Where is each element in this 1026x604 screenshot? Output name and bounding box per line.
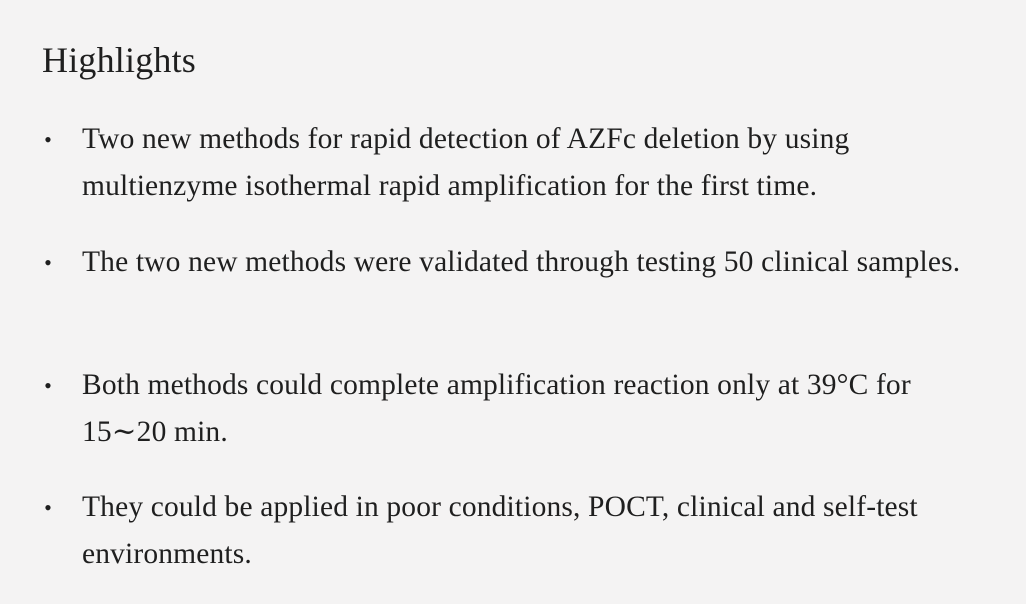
- highlight-item-2: [42, 239, 1002, 286]
- highlight-text-4: They could be applied in poor conditions, POCT, clinical and self-test environments.: [82, 491, 918, 570]
- bullet-icon: •: [44, 127, 52, 152]
- highlight-item-3: [42, 362, 1002, 456]
- highlight-text-1: Two new methods for rapid detection of AZFc deletion by using multienzyme isothermal rapid amplification for the first time.: [82, 123, 850, 202]
- highlight-text-2: The two new methods were validated through testing 50 clinical samples.: [82, 246, 961, 278]
- bullet-icon: •: [44, 250, 52, 275]
- section-title: Highlights: [42, 40, 197, 80]
- highlight-item-1: [42, 116, 1002, 210]
- bullet-icon: •: [44, 495, 52, 520]
- bullet-icon: •: [44, 373, 52, 398]
- highlight-text-3: Both methods could complete amplification reaction only at 39°C for 15∼20 min.: [82, 369, 911, 448]
- highlight-item-4: [42, 484, 1002, 578]
